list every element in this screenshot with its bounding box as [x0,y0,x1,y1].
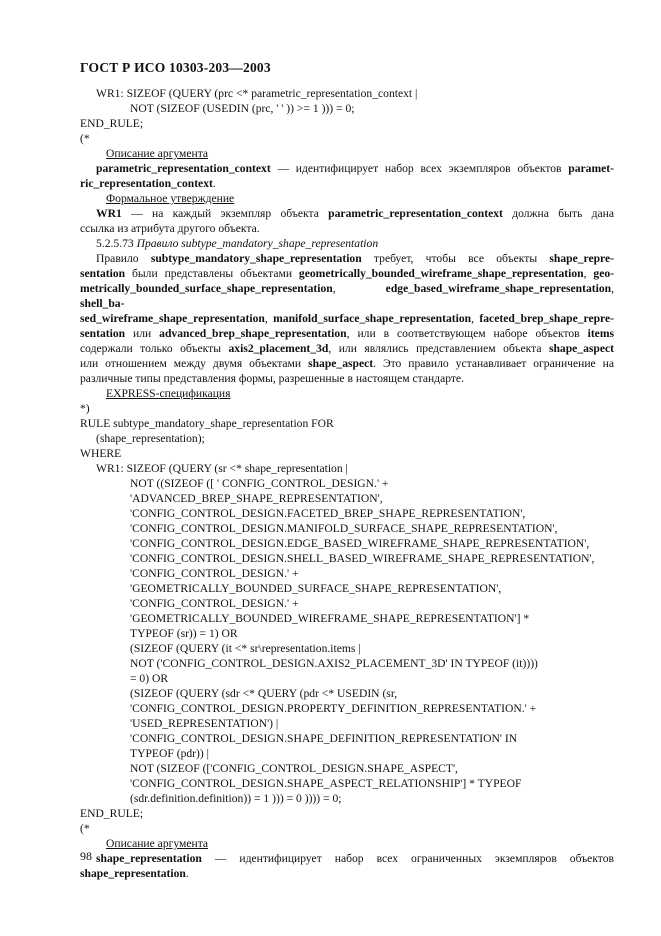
argument-description-line: ric_representation_context. [80,177,216,190]
code-line: WR1: SIZEOF (QUERY (prc <* parametric_representation_context | [96,87,418,100]
code-line: NOT (SIZEOF (USEDIN (prc, ' ' )) >= 1 ))) = 0; [130,102,355,115]
section-title: 5.2.5.73 Правило subtype_mandatory_shape_representation [96,237,379,250]
code-line: (shape_representation); [96,432,205,445]
document-body [80,86,614,881]
argument-description-line: shape_representation. [80,867,189,880]
code-line: 'CONFIG_CONTROL_DESIGN.EDGE_BASED_WIREFRAME_SHAPE_REPRESENTATION', [130,537,590,550]
code-line: WHERE [80,447,122,460]
paragraph-line: различные типы представления формы, разрешенные в настоящем стандарте. [80,372,464,385]
code-line: NOT ((SIZEOF ([ ' CONFIG_CONTROL_DESIGN.' + [130,477,389,490]
code-line: 'GEOMETRICALLY_BOUNDED_WIREFRAME_SHAPE_REPRESENTATION'] * [130,612,530,625]
code-line: *) [80,402,90,415]
paragraph-line: sentation были представлены объектами geometrically_bounded_wireframe_shape_representation, geo- [80,267,614,280]
paragraph-line: Правило subtype_mandatory_shape_representation требует, чтобы все объекты shape_repre- [96,252,614,265]
code-line: WR1: SIZEOF (QUERY (sr <* shape_representation | [96,462,348,475]
code-line: 'GEOMETRICALLY_BOUNDED_SURFACE_SHAPE_REPRESENTATION', [130,582,502,595]
document-header: ГОСТ Р ИСО 10303-203—2003 [80,60,271,75]
code-line: 'CONFIG_CONTROL_DESIGN.SHAPE_DEFINITION_REPRESENTATION' IN [130,732,518,745]
paragraph-line: содержали только объекты axis2_placement_3d, или являлись представлением объекта shape_aspect [80,342,615,355]
code-line: = 0) OR [130,672,169,685]
code-line: 'CONFIG_CONTROL_DESIGN.MANIFOLD_SURFACE_SHAPE_REPRESENTATION', [130,522,558,535]
code-line: (* [80,132,90,145]
code-line: RULE subtype_mandatory_shape_representation FOR [80,417,334,430]
code-line: NOT ('CONFIG_CONTROL_DESIGN.AXIS2_PLACEMENT_3D' IN TYPEOF (it)))) [130,657,538,670]
code-line: 'CONFIG_CONTROL_DESIGN.FACETED_BREP_SHAPE_REPRESENTATION', [130,507,526,520]
argument-description-line: parametric_representation_context — идентифицирует набор всех экземпляров объектов paramet- [96,162,614,175]
paragraph-line: sentation или advanced_brep_shape_representation, или в соответствующем наборе объектов items [80,327,614,340]
code-line: (sdr.definition.definition)) = 1 ))) = 0 )))) = 0; [130,792,342,805]
code-line: 'ADVANCED_BREP_SHAPE_REPRESENTATION', [130,492,383,505]
code-line: (SIZEOF (QUERY (sdr <* QUERY (pdr <* USEDIN (sr, [130,687,398,700]
code-line: 'CONFIG_CONTROL_DESIGN.SHAPE_ASPECT_RELATIONSHIP'] * TYPEOF [130,777,522,790]
code-line: END_RULE; [80,117,144,130]
paragraph-line: metrically_bounded_surface_shape_representation, edge_based_wireframe_shape_representation, shell_ba- [80,282,614,310]
code-line: 'CONFIG_CONTROL_DESIGN.' + [130,567,299,580]
formal-statement-line: WR1 — на каждый экземпляр объекта parametric_representation_context должна быть дана [96,207,614,220]
code-line: NOT (SIZEOF (['CONFIG_CONTROL_DESIGN.SHAPE_ASPECT', [130,762,458,775]
code-line: 'CONFIG_CONTROL_DESIGN.SHELL_BASED_WIREFRAME_SHAPE_REPRESENTATION', [130,552,595,565]
code-line: 'CONFIG_CONTROL_DESIGN.' + [130,597,299,610]
argument-heading: Описание аргумента [106,147,209,160]
code-line: TYPEOF (pdr)) | [130,747,209,760]
formal-heading: Формальное утверждение [106,192,235,205]
argument-description-line: shape_representation — идентифицирует набор всех ограниченных экземпляров объектов [96,852,614,865]
code-line: (* [80,822,90,835]
express-heading: EXPRESS-спецификация [106,387,231,400]
argument-heading: Описание аргумента [106,837,209,850]
code-line: END_RULE; [80,807,144,820]
code-line: TYPEOF (sr)) = 1) OR [130,627,238,640]
paragraph-line: или отношением между двумя объектами shape_aspect. Это правило устанавливает ограничение на [80,357,615,370]
code-line: (SIZEOF (QUERY (it <* sr\representation.items | [130,642,361,655]
paragraph-line: sed_wireframe_shape_representation, manifold_surface_shape_representation, faceted_brep_shape_repre- [80,312,614,325]
page-number: 98 [80,849,92,863]
formal-statement-line: ссылка из атрибута другого объекта. [80,222,260,235]
code-line: 'CONFIG_CONTROL_DESIGN.PROPERTY_DEFINITION_REPRESENTATION.' + [130,702,537,715]
code-line: 'USED_REPRESENTATION') | [130,717,279,730]
